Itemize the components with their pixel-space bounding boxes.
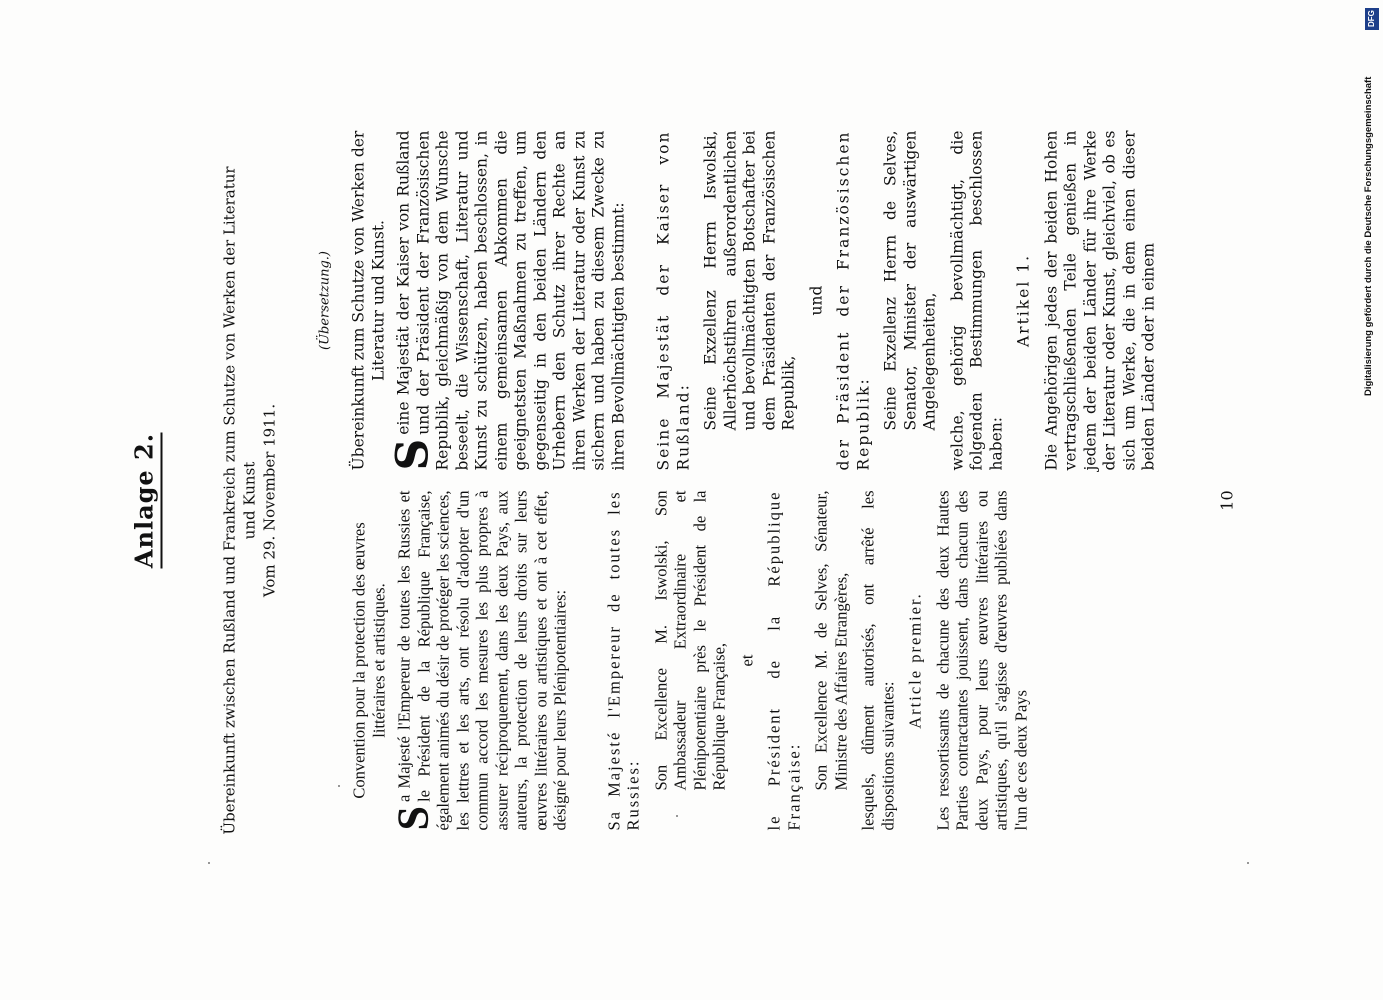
de-article-title: Artikel 1. (1014, 253, 1033, 348)
document-title (220, 161, 280, 841)
fr-lesquels: lesquels, dûment autorisés, ont arrêté les dispositions suivantes: (858, 490, 897, 831)
de-welche: welche, gehörig bevollmächtigt, die folgenden Bestimmungen beschlossen haben: (948, 130, 1005, 471)
rotated-document (0, 1, 1383, 1001)
de-dropcap: S (387, 438, 439, 471)
de-article-text: Die Angehörigen jedes der beiden Hohen vertragschließenden Teile genießen in jedem der beiden Länder für ihre Werke der Literatur oder Kunst, gleichviel, ob es sich um Werke, die in dem einen dieser beiden Länder oder in einem (1042, 130, 1158, 471)
fr-et: et (737, 654, 756, 667)
scan-speck (676, 815, 678, 817)
title-line-1: Übereinkunft zwischen Rußland und Frankreich zum Schutze von Werken der Literatur und Kunst (220, 166, 259, 835)
translation-note: (Übersetzung.) (317, 251, 333, 350)
title-line-2: Vom 29. November 1911. (260, 403, 279, 598)
page-number: 10 (1217, 490, 1237, 511)
fr-sovereign-1: Sa Majesté l'Empereur de toutes les Russies: (604, 490, 643, 831)
fr-envoy-2: Son Excellence M. de Selves, Sénateur, Ministre des Affaires Etrangères, (811, 490, 850, 791)
de-intro: S eine Majestät der Kaiser von Rußland und der Präsident der Französischen Republik, gleichmäßig von dem Wunsche beseelt, die Wissenschaft, Literatur und Kunst zu schützen, haben beschlossen, in einem gemeinsamen Abkommen die geeignetsten Maßnahmen zu treffen, um gegenseitig in den beiden Ländern den Urhebern den Schutz ihrer Rechte an ihren Werken der Literatur oder Kunst zu sichern und haben zu diesem Zwecke zu ihren Bevollmächtigten bestimmt: (387, 130, 627, 471)
fr-envoy-1: Son Excellence M. Iswolski, Son Ambassadeur Extraordinaire et Plénipotentiaire près le Président de la République Française, (651, 490, 729, 791)
de-envoy-2: Seine Exzellenz Herrn de Selves, Senator, Minister der auswärtigen Angelegenheiten, (881, 130, 939, 431)
de-envoy-1: Seine Exzellenz Herrn Iswolski, Allerhöchstihren außerordentlichen und bevollmächtigten Botschafter bei dem Präsidenten der Französischen Republik, (701, 130, 798, 431)
fr-intro: S a Majesté l'Empereur de toutes les Russies et le Président de la République Française, également animés du désir de protéger les sciences, les lettres et les arts, ont résolu d'adopter d'un commun accord les mesures les plus propres à assurer réciproquement, dans les deux Pays, aux auteurs, la protection de leurs droits sur leurs œuvres littéraires ou artistiques et ont à cet effet, désigné pour leurs Plénipotentiaires: (388, 490, 570, 831)
de-convention-title: Übereinkunft zum Schutze von Werken der Literatur und Kunst. (349, 130, 387, 471)
de-body (387, 130, 1168, 471)
fr-dropcap: S (388, 806, 438, 831)
fr-convention-title: Convention pour la protection des œuvres littéraires et artistiques. (349, 522, 388, 799)
de-und: und (807, 285, 825, 316)
digitization-credit: Digitalisierung gefördert durch die Deutsche Forschungsgemeinschaft (1363, 76, 1374, 396)
fr-article-title: Article premier. (905, 592, 925, 729)
de-sovereign-1: Seine Majestät der Kaiser von Rußland: (654, 130, 692, 471)
fr-sovereign-2: le Président de la République Française: (764, 490, 803, 831)
scan-speck (208, 862, 210, 864)
annex-heading: Anlage 2. (130, 1, 159, 1001)
dfg-logo-icon: DFG (1365, 8, 1379, 30)
de-sovereign-2: der Präsident der Französischen Republik: (834, 130, 872, 471)
scan-speck (338, 785, 340, 787)
scan-speck (1247, 862, 1249, 864)
fr-article-text: Les ressortissants de chacune des deux Hautes Parties contractantes jouissent, dans chacun des deux Pays, pour leurs œuvres littéraires ou artistiques, qu'il s'agisse d'œuvres publiées dans l'un de ces deux Pays (933, 490, 1030, 831)
fr-body (388, 490, 1039, 831)
